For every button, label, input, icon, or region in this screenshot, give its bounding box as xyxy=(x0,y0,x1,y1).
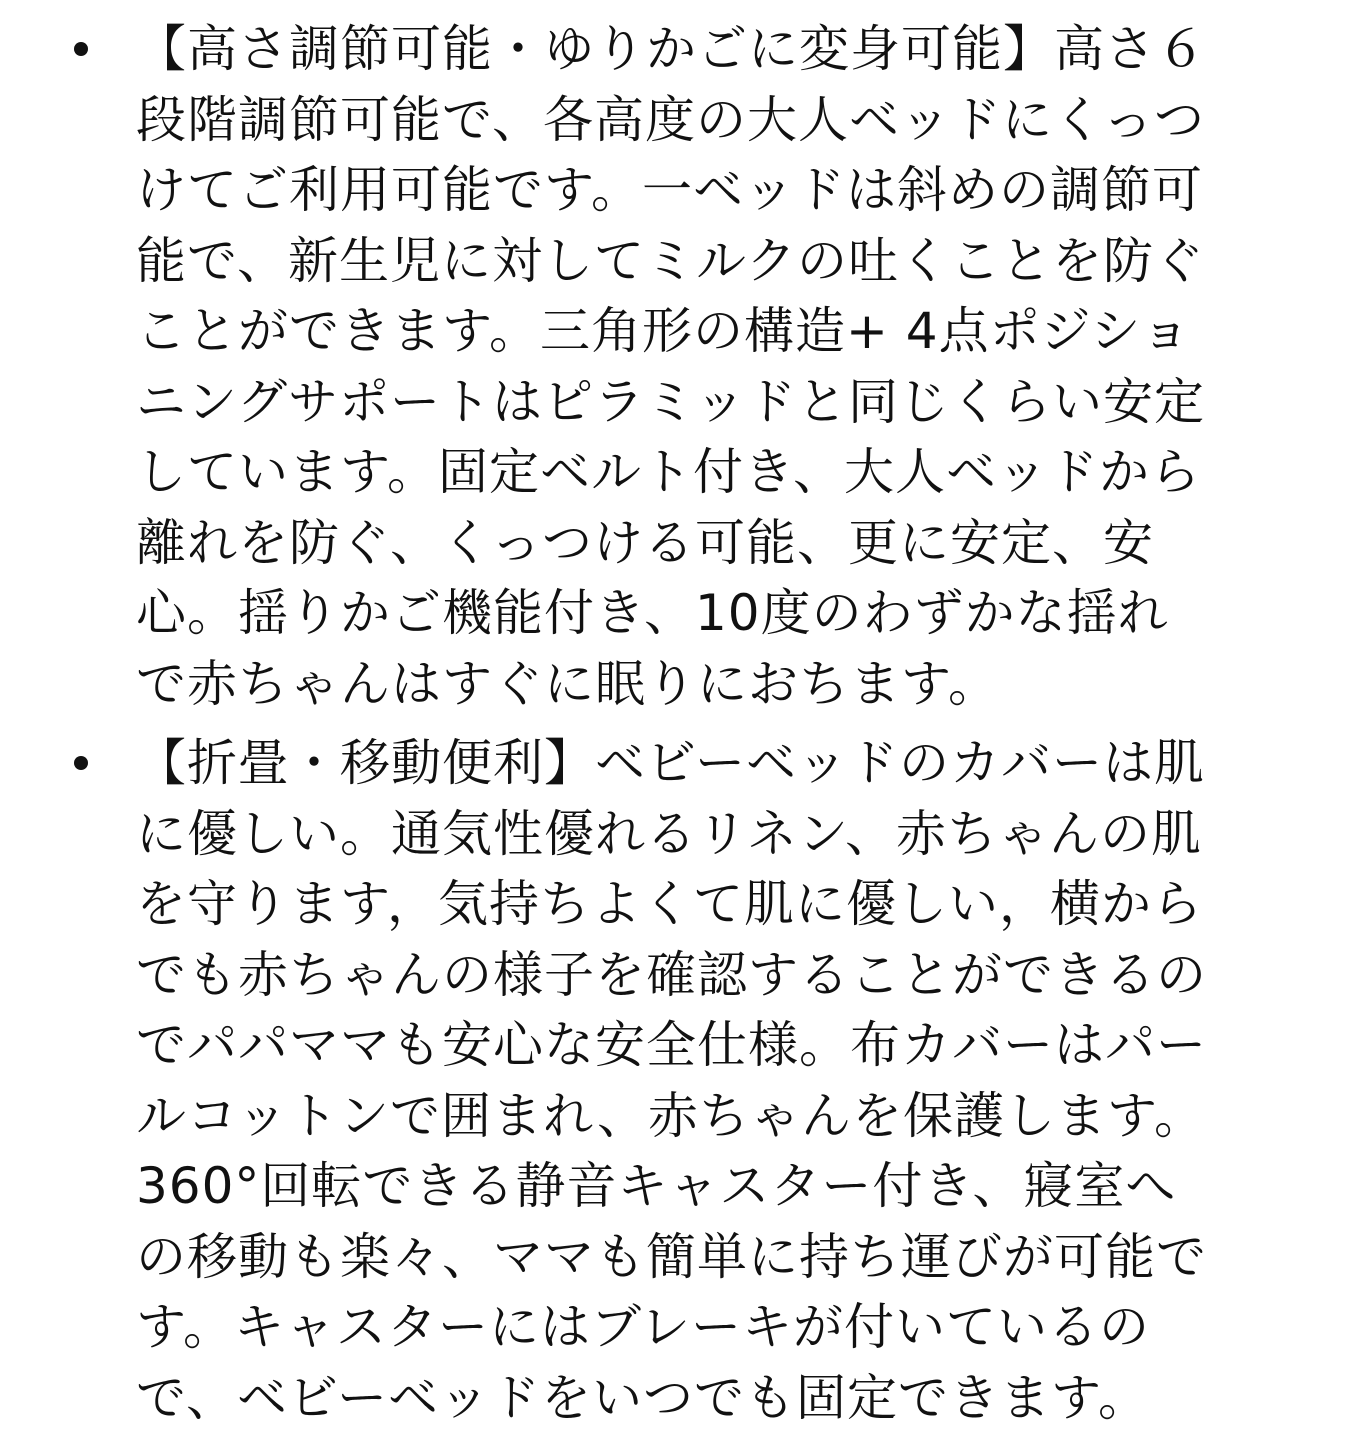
list-item-text xyxy=(136,14,1306,719)
text-line: しています。固定ベルト付き、大人ベッドから xyxy=(136,443,1201,501)
text-line: でも赤ちゃんの様子を確認することができるの xyxy=(136,945,1207,1004)
bullet-icon xyxy=(74,42,88,56)
text-line: 【高さ調節可能・ゆりかごに変身可能】高さ６ xyxy=(136,20,1207,78)
text-line: 【折畳・移動便利】ベビーベッドのカバーは肌 xyxy=(136,734,1205,792)
text-line: 能で、新生児に対してミルクの吐くことを防ぐ xyxy=(136,231,1205,290)
text-line: で、ベビーベッドをいつでも固定できます。 xyxy=(136,1368,1149,1427)
text-line: でパパママも安心な安全仕様。布カバーはパー xyxy=(136,1016,1207,1074)
text-line: す。キャスターにはブレーキが付いているの xyxy=(136,1298,1150,1356)
text-line: けてご利用可能です。一ベッドは斜めの調節可 xyxy=(136,161,1203,219)
text-line: に優しい。通気性優れるリネン、赤ちゃんの肌 xyxy=(136,804,1202,863)
text-line: 段階調節可能で、各高度の大人ベッドにくっつ xyxy=(136,90,1205,149)
bullet-icon xyxy=(74,756,88,770)
text-line: ことができます。三角形の構造+ 4点ポジショ xyxy=(136,302,1192,360)
text-line: ニングサポートはピラミッドと同じくらい安定 xyxy=(136,372,1205,431)
text-line: で赤ちゃんはすぐに眠りにおちます。 xyxy=(136,654,999,713)
list-item-text xyxy=(136,728,1306,1433)
text-line: 心。揺りかご機能付き、10度のわずかな揺れ xyxy=(136,584,1169,642)
text-line: の移動も楽々、ママも簡単に持ち運びが可能で xyxy=(136,1227,1207,1286)
text-line: を守ります，気持ちよくて肌に優しい，横から xyxy=(136,875,1203,933)
text-line: 360°回転できる静音キャスター付き、寢室へ xyxy=(136,1157,1177,1215)
text-line: ルコットンで囲まれ、赤ちゃんを保護します。 xyxy=(136,1086,1205,1145)
text-line: 離れを防ぐ、くっつける可能、更に安定、安 xyxy=(136,513,1154,572)
